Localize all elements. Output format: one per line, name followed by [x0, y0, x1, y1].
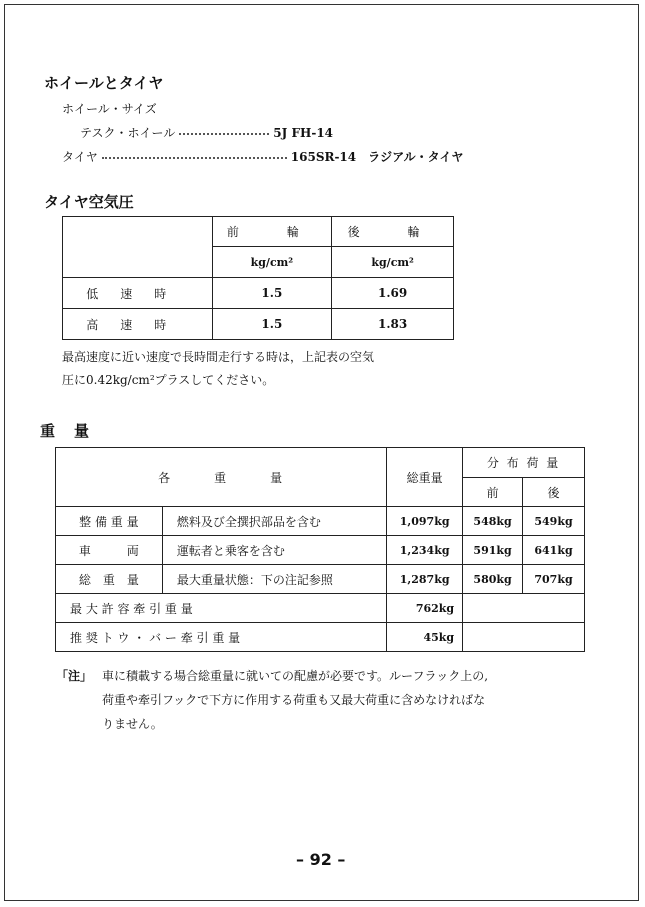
pressure-rear-value: 1.69 — [332, 278, 454, 309]
disc-wheel-label: テスク・ホイール — [80, 126, 176, 140]
weight-note-line3: りません。 — [102, 717, 163, 731]
pressure-col-front: 前 輪 — [212, 217, 332, 247]
weight-row-name: 総 重 量 — [56, 565, 163, 594]
weight-row-desc: 最大重量状態：下の注記参照 — [162, 565, 386, 594]
weight-row-front: 580kg — [463, 565, 523, 594]
pressure-header-row — [63, 217, 454, 247]
pressure-unit-rear: kg/cm² — [332, 247, 454, 278]
weight-row-rear: 707kg — [523, 565, 585, 594]
weight-note-mark: 「注」 — [56, 669, 93, 683]
leader-dots — [102, 157, 287, 159]
pressure-unit-front: kg/cm² — [212, 247, 332, 278]
tire-row — [62, 148, 463, 165]
tow-row-total: 45kg — [387, 623, 463, 652]
table-row — [56, 594, 585, 623]
pressure-row-label: 高速時 — [63, 309, 213, 340]
weight-col-total: 総重量 — [387, 448, 463, 507]
pressure-corner-cell — [63, 217, 213, 278]
weight-col-dist: 分 布 荷 量 — [463, 448, 585, 478]
pressure-row-label: 低速時 — [63, 278, 213, 309]
tow-row-name: 推 奨 ト ウ ・ バ ー 牽 引 重 量 — [56, 623, 387, 652]
pressure-note-line1: 最高速度に近い速度で長時間走行する時は，上記表の空気 — [62, 350, 375, 364]
weight-col-front: 前 — [463, 478, 523, 507]
weight-row-total: 1,287kg — [387, 565, 463, 594]
wheels-heading: ホイールとタイヤ — [44, 74, 164, 92]
weight-col-rear: 後 — [523, 478, 585, 507]
weight-note-line2: 荷重や牽引フックで下方に作用する荷重も又最大荷重に含めなければな — [102, 693, 486, 707]
pressure-front-value: 1.5 — [212, 278, 332, 309]
leader-dots — [179, 133, 269, 135]
weight-row-total: 1,234kg — [387, 536, 463, 565]
disc-wheel-row — [80, 124, 333, 141]
weight-row-front: 548kg — [463, 507, 523, 536]
disc-wheel-value: 5J FH-14 — [273, 126, 334, 140]
tow-row-total: 762kg — [387, 594, 463, 623]
weight-row-front: 591kg — [463, 536, 523, 565]
tow-row-empty — [463, 623, 585, 652]
weight-row-total: 1,097kg — [387, 507, 463, 536]
weight-col-item: 各 重 量 — [56, 448, 387, 507]
weight-row-rear: 641kg — [523, 536, 585, 565]
pressure-note-line2: 圧に0.42kg/cm²プラスしてください。 — [62, 373, 275, 387]
tire-label: タイヤ — [62, 150, 98, 164]
pressure-col-rear: 後 輪 — [332, 217, 454, 247]
tow-row-name: 最 大 許 容 牽 引 重 量 — [56, 594, 387, 623]
pressure-heading: タイヤ空気圧 — [44, 193, 134, 211]
pressure-table — [62, 216, 454, 340]
table-row — [56, 623, 585, 652]
tow-row-empty — [463, 594, 585, 623]
weight-header-row — [56, 448, 585, 478]
weight-heading: 重 量 — [40, 422, 92, 440]
weight-row-desc: 運転者と乗客を含む — [162, 536, 386, 565]
table-row — [56, 565, 585, 594]
weight-note-line1: 車に積載する場合総重量に就いての配慮が必要です。ルーフラック上の, — [102, 669, 489, 683]
wheel-size-label: ホイール・サイズ — [62, 102, 157, 116]
weight-row-name: 整 備 重 量 — [56, 507, 163, 536]
tire-value: 165SR-14 ラジアル・タイヤ — [290, 150, 464, 164]
pressure-front-value: 1.5 — [212, 309, 332, 340]
page-number: – 92 – — [296, 850, 346, 869]
weight-table — [55, 447, 585, 652]
weight-row-name: 車 両 — [56, 536, 163, 565]
pressure-rear-value: 1.83 — [332, 309, 454, 340]
table-row — [63, 309, 454, 340]
weight-row-desc: 燃料及び全撰択部品を含む — [162, 507, 386, 536]
weight-row-rear: 549kg — [523, 507, 585, 536]
table-row — [56, 536, 585, 565]
table-row — [63, 278, 454, 309]
table-row — [56, 507, 585, 536]
